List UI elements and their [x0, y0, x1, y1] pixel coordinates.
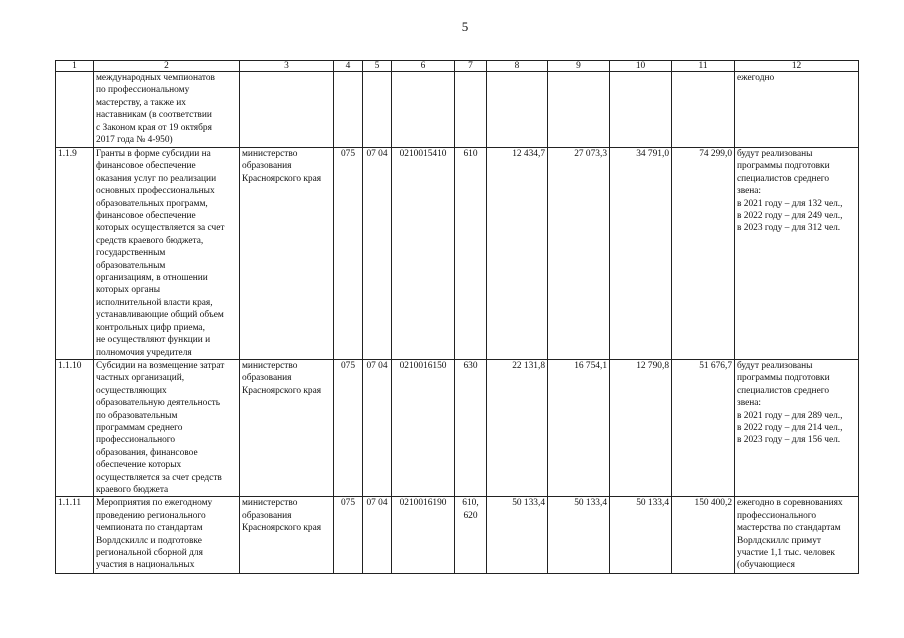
target-article-cell: 0210015410 [392, 148, 455, 360]
text-line: Красноярского края [242, 523, 322, 534]
text-line: по профессиональному [96, 85, 190, 96]
measure-name-cell [94, 359, 240, 496]
grbs-code-cell: 075 [334, 148, 363, 360]
text-line: оказания услуг по реализации [96, 173, 217, 184]
text-line: образовательных программ, [96, 198, 208, 209]
column-number: 5 [363, 61, 392, 72]
text-line: по образовательным [96, 410, 178, 421]
amount-2022-cell: 16 754,1 [548, 359, 610, 496]
text-line: образования, финансовое [96, 447, 198, 458]
amount-total-cell: 74 299,0 [672, 148, 735, 360]
text-line: в 2021 году – для 132 чел., [737, 198, 843, 209]
column-number: 3 [240, 61, 334, 72]
text-line: образования [242, 373, 292, 384]
text-line: которых органы [96, 285, 161, 296]
expected-result-cell [735, 72, 859, 148]
text-line: средств краевого бюджета, [96, 235, 204, 246]
expense-type-cell [455, 72, 487, 148]
text-line: Мероприятия по ежегодному [96, 498, 213, 509]
expected-result-cell [735, 148, 859, 360]
text-line: исполнительной власти края, [96, 297, 213, 308]
column-number: 4 [334, 61, 363, 72]
text-line: финансовое обеспечение [96, 161, 196, 172]
text-line: образовательную деятельность [96, 398, 221, 409]
table-row [56, 148, 859, 360]
expense-type-cell [455, 497, 487, 574]
amount-2022-cell: 27 073,3 [548, 148, 610, 360]
expected-result-cell [735, 359, 859, 496]
amount-2021-cell: 22 131,8 [487, 359, 548, 496]
section-code-cell: 07 04 [363, 148, 392, 360]
text-line: краевого бюджета [96, 484, 169, 495]
text-line: с Законом края от 19 октября [96, 122, 212, 133]
column-number: 9 [548, 61, 610, 72]
amount-total-cell: 51 676,7 [672, 359, 735, 496]
text-line: не осуществляют функции и [96, 335, 211, 346]
item-number-cell [56, 72, 94, 148]
amount-2023-cell [610, 72, 672, 148]
text-line: осуществляющих [96, 385, 167, 396]
text-line: чемпионата по стандартам [96, 523, 203, 534]
amount-total-cell [672, 72, 735, 148]
text-line: программам среднего [96, 422, 183, 433]
text-line: наставникам (в соответствии [96, 110, 212, 121]
table-row [56, 359, 859, 496]
text-line: устанавливающие общий объем [96, 310, 224, 321]
amount-2021-cell: 50 133,4 [487, 497, 548, 574]
amount-2022-cell [548, 72, 610, 148]
column-number: 8 [487, 61, 548, 72]
amount-2022-cell: 50 133,4 [548, 497, 610, 574]
text-line: Ворлдскиллс и подготовке [96, 535, 202, 546]
expense-type-cell [455, 359, 487, 496]
text-line: осуществляется за счет средств [96, 472, 222, 483]
text-line: обеспечение которых [96, 460, 182, 471]
column-number: 12 [735, 61, 859, 72]
responsible-org-cell [240, 72, 334, 148]
text-line: образовательным [96, 260, 166, 271]
text-line: финансовое обеспечение [96, 211, 196, 222]
text-line: будут реализованы [737, 149, 813, 159]
text-line: ежегодно в соревнованиях [737, 498, 843, 509]
text-line: ежегодно [737, 73, 775, 83]
target-article-cell: 0210016150 [392, 359, 455, 496]
text-line: 630 [463, 360, 478, 371]
text-line: в 2022 году – для 214 чел., [737, 422, 843, 433]
text-line: Гранты в форме субсидии на [96, 149, 211, 159]
grbs-code-cell [334, 72, 363, 148]
text-line: звена: [737, 186, 762, 197]
text-line: 610, [462, 498, 479, 509]
text-line: участия в национальных [96, 560, 195, 571]
item-number-cell: 1.1.9 [56, 148, 94, 360]
text-line: профессионального [96, 435, 176, 446]
text-line: в 2021 году – для 289 чел., [737, 410, 843, 421]
amount-2023-cell: 34 791,0 [610, 148, 672, 360]
amount-2021-cell [487, 72, 548, 148]
text-line: частных организаций, [96, 373, 185, 384]
responsible-org-cell [240, 359, 334, 496]
text-line: министерство [242, 360, 298, 371]
text-line: программы подготовки [737, 161, 830, 172]
text-line: Красноярского края [242, 173, 322, 184]
text-line: мастерства по стандартам [737, 523, 841, 534]
text-line: образования [242, 161, 292, 172]
text-line: проведению регионального [96, 510, 206, 521]
text-line: региональной сборной для [96, 548, 203, 558]
grbs-code-cell: 075 [334, 497, 363, 574]
text-line: Ворлдскиллс примут [737, 535, 821, 546]
text-line: государственным [96, 248, 166, 259]
text-line: международных чемпионатов [96, 73, 215, 83]
expected-result-cell [735, 497, 859, 574]
text-line: (обучающиеся [737, 560, 795, 571]
text-line: 610 [463, 149, 478, 159]
text-line: программы подготовки [737, 373, 830, 384]
amount-2023-cell: 50 133,4 [610, 497, 672, 574]
text-line: контрольных цифр приема, [96, 322, 205, 333]
amount-total-cell: 150 400,2 [672, 497, 735, 574]
text-line: которых осуществляется за счет [96, 223, 225, 234]
responsible-org-cell [240, 148, 334, 360]
section-code-cell [363, 72, 392, 148]
text-line: в 2023 году – для 312 чел. [737, 223, 841, 234]
text-line: звена: [737, 398, 762, 409]
column-number: 6 [392, 61, 455, 72]
text-line: полномочия учредителя [96, 347, 192, 358]
text-line: Красноярского края [242, 385, 322, 396]
text-line: основных профессиональных [96, 186, 215, 197]
expense-type-cell [455, 148, 487, 360]
column-number-row [56, 61, 859, 72]
text-line: мастерству, а также их [96, 97, 186, 108]
item-number-cell: 1.1.11 [56, 497, 94, 574]
column-number: 2 [94, 61, 240, 72]
measure-name-cell [94, 497, 240, 574]
column-number: 1 [56, 61, 94, 72]
measure-name-cell [94, 72, 240, 148]
table-row [56, 497, 859, 574]
text-line: участие 1,1 тыс. человек [737, 548, 835, 558]
measure-name-cell [94, 148, 240, 360]
text-line: в 2022 году – для 249 чел., [737, 211, 843, 222]
text-line: Субсидии на возмещение затрат [96, 360, 225, 371]
responsible-org-cell [240, 497, 334, 574]
section-code-cell: 07 04 [363, 359, 392, 496]
item-number-cell: 1.1.10 [56, 359, 94, 496]
text-line: министерство [242, 149, 298, 159]
target-article-cell: 0210016190 [392, 497, 455, 574]
table-row [56, 72, 859, 148]
text-line: образования [242, 510, 292, 521]
section-code-cell: 07 04 [363, 497, 392, 574]
text-line: министерство [242, 498, 298, 509]
column-number: 7 [455, 61, 487, 72]
text-line: организациям, в отношении [96, 273, 208, 284]
text-line: профессионального [737, 510, 817, 521]
column-number: 11 [672, 61, 735, 72]
column-number: 10 [610, 61, 672, 72]
target-article-cell [392, 72, 455, 148]
budget-table [55, 60, 859, 574]
text-line: в 2023 году – для 156 чел. [737, 435, 841, 446]
text-line: 620 [463, 510, 478, 521]
amount-2021-cell: 12 434,7 [487, 148, 548, 360]
text-line: будут реализованы [737, 360, 813, 371]
grbs-code-cell: 075 [334, 359, 363, 496]
text-line: специалистов среднего [737, 385, 830, 396]
amount-2023-cell: 12 790,8 [610, 359, 672, 496]
text-line: 2017 года № 4-950) [96, 135, 173, 146]
page-number: 5 [461, 19, 469, 34]
text-line: специалистов среднего [737, 173, 830, 184]
